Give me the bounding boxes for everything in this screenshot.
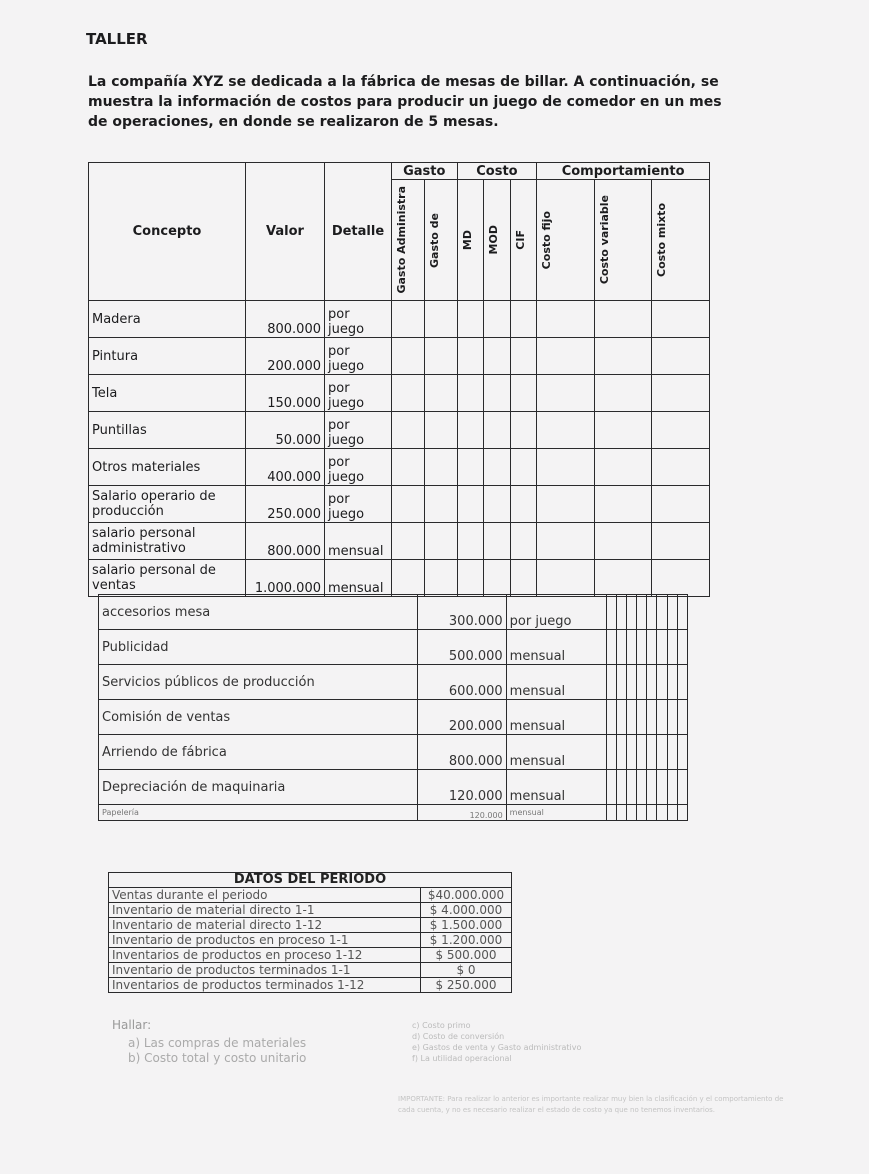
classification-cell[interactable] (616, 630, 626, 665)
classification-cell[interactable] (457, 412, 484, 449)
classification-cell[interactable] (657, 595, 667, 630)
row-detalle: mensual (325, 560, 392, 597)
classification-cell[interactable] (626, 595, 636, 630)
classification-cell[interactable] (657, 665, 667, 700)
table-row (99, 595, 688, 630)
classification-cell[interactable] (484, 375, 511, 412)
classification-cell[interactable] (457, 449, 484, 486)
header-gasto-admin: Gasto Administra (395, 186, 408, 294)
row-detalle: por juego (325, 375, 392, 412)
row-concepto: Papelería (99, 805, 418, 821)
classification-cell[interactable] (392, 375, 425, 412)
classification-cell[interactable] (647, 665, 657, 700)
classification-cell[interactable] (424, 301, 457, 338)
classification-cell[interactable] (392, 560, 425, 597)
header-mod: MOD (487, 225, 501, 255)
row-valor: 120.000 (418, 805, 506, 821)
classification-cell[interactable] (457, 338, 484, 375)
classification-cell[interactable] (616, 735, 626, 770)
table-row (89, 338, 710, 375)
row-detalle: mensual (506, 665, 606, 700)
classification-cell[interactable] (606, 595, 616, 630)
question-a: a) Las compras de materiales (128, 1036, 307, 1050)
table-row (89, 301, 710, 338)
classification-cell[interactable] (657, 630, 667, 665)
datos-amount: $ 0 (421, 963, 512, 978)
classification-cell[interactable] (637, 630, 647, 665)
row-concepto: Publicidad (99, 630, 418, 665)
question-f: f) La utilidad operacional (412, 1054, 512, 1063)
classification-cell[interactable] (424, 338, 457, 375)
classification-cell[interactable] (594, 486, 652, 523)
classification-cell[interactable] (594, 375, 652, 412)
classification-cell[interactable] (616, 770, 626, 805)
classification-cell[interactable] (647, 595, 657, 630)
question-c: c) Costo primo (412, 1021, 471, 1030)
datos-amount: $40.000.000 (421, 888, 512, 903)
classification-cell[interactable] (616, 665, 626, 700)
datos-title: DATOS DEL PERIODO (109, 873, 512, 888)
hallar-label: Hallar: (112, 1018, 152, 1032)
classification-cell[interactable] (652, 338, 710, 375)
table-row (99, 700, 688, 735)
header-cif: CIF (513, 230, 527, 250)
row-concepto: Servicios públicos de producción (99, 665, 418, 700)
row-valor: 400.000 (246, 449, 325, 486)
datos-label: Inventario de productos terminados 1-1 (109, 963, 421, 978)
classification-cell[interactable] (457, 301, 484, 338)
row-concepto: Arriendo de fábrica (99, 735, 418, 770)
header-md: MD (460, 229, 474, 251)
datos-amount: $ 4.000.000 (421, 903, 512, 918)
row-concepto: Salario operario de producción (89, 486, 246, 523)
classification-cell[interactable] (637, 770, 647, 805)
classification-cell[interactable] (647, 700, 657, 735)
classification-cell[interactable] (667, 805, 677, 821)
table-row (99, 665, 688, 700)
datos-row (109, 978, 512, 993)
classification-cell[interactable] (637, 700, 647, 735)
cost-classification-table-continued (98, 594, 688, 821)
classification-cell[interactable] (594, 301, 652, 338)
classification-cell[interactable] (537, 486, 595, 523)
classification-cell[interactable] (652, 449, 710, 486)
classification-cell[interactable] (537, 375, 595, 412)
classification-cell[interactable] (484, 301, 511, 338)
datos-row (109, 918, 512, 933)
datos-label: Ventas durante el periodo (109, 888, 421, 903)
classification-cell[interactable] (510, 449, 537, 486)
datos-row (109, 933, 512, 948)
classification-cell[interactable] (537, 449, 595, 486)
datos-row (109, 903, 512, 918)
classification-cell[interactable] (510, 375, 537, 412)
classification-cell[interactable] (392, 338, 425, 375)
classification-cell[interactable] (510, 412, 537, 449)
row-detalle: por juego (325, 301, 392, 338)
classification-cell[interactable] (626, 700, 636, 735)
classification-cell[interactable] (677, 805, 687, 821)
row-valor: 800.000 (246, 523, 325, 560)
classification-cell[interactable] (647, 805, 657, 821)
classification-cell[interactable] (606, 770, 616, 805)
header-gasto: Gasto (392, 163, 458, 180)
classification-cell[interactable] (667, 700, 677, 735)
classification-cell[interactable] (457, 560, 484, 597)
classification-cell[interactable] (616, 595, 626, 630)
row-valor: 120.000 (418, 770, 506, 805)
classification-cell[interactable] (484, 412, 511, 449)
row-detalle: mensual (506, 735, 606, 770)
row-concepto: Madera (89, 301, 246, 338)
row-valor: 250.000 (246, 486, 325, 523)
classification-cell[interactable] (667, 735, 677, 770)
classification-cell[interactable] (652, 375, 710, 412)
classification-cell[interactable] (657, 805, 667, 821)
classification-cell[interactable] (457, 375, 484, 412)
classification-cell[interactable] (637, 665, 647, 700)
classification-cell[interactable] (606, 735, 616, 770)
classification-cell[interactable] (677, 700, 687, 735)
classification-cell[interactable] (652, 560, 710, 597)
classification-cell[interactable] (647, 735, 657, 770)
table-row (99, 805, 688, 821)
classification-cell[interactable] (537, 560, 595, 597)
classification-cell[interactable] (510, 560, 537, 597)
table-row (89, 375, 710, 412)
row-concepto: accesorios mesa (99, 595, 418, 630)
classification-cell[interactable] (637, 735, 647, 770)
header-concepto: Concepto (89, 163, 246, 301)
classification-cell[interactable] (657, 700, 667, 735)
classification-cell[interactable] (424, 560, 457, 597)
row-valor: 200.000 (418, 700, 506, 735)
classification-cell[interactable] (510, 486, 537, 523)
classification-cell[interactable] (637, 595, 647, 630)
datos-label: Inventarios de productos en proceso 1-12 (109, 948, 421, 963)
datos-row (109, 963, 512, 978)
header-detalle: Detalle (325, 163, 392, 301)
datos-label: Inventarios de productos terminados 1-12 (109, 978, 421, 993)
classification-cell[interactable] (652, 301, 710, 338)
question-d: d) Costo de conversión (412, 1032, 505, 1041)
classification-cell[interactable] (392, 449, 425, 486)
table-row (89, 449, 710, 486)
classification-cell[interactable] (392, 486, 425, 523)
datos-amount: $ 1.200.000 (421, 933, 512, 948)
classification-cell[interactable] (677, 595, 687, 630)
classification-cell[interactable] (484, 523, 511, 560)
classification-cell[interactable] (510, 301, 537, 338)
classification-cell[interactable] (392, 523, 425, 560)
classification-cell[interactable] (484, 338, 511, 375)
datos-del-periodo-table (108, 872, 512, 993)
datos-label: Inventario de material directo 1-12 (109, 918, 421, 933)
classification-cell[interactable] (677, 665, 687, 700)
row-valor: 1.000.000 (246, 560, 325, 597)
classification-cell[interactable] (626, 770, 636, 805)
important-note: IMPORTANTE: Para realizar lo anterior es importante realizar muy bien la clasificación y el comportamiento de cada cuenta, y no es necesario realizar el estado de costo ya que no tenemos inventarios. (398, 1095, 784, 1114)
datos-label: Inventario de productos en proceso 1-1 (109, 933, 421, 948)
row-concepto: Pintura (89, 338, 246, 375)
datos-amount: $ 250.000 (421, 978, 512, 993)
header-costo-mixto: Costo mixto (655, 203, 669, 277)
row-valor: 200.000 (246, 338, 325, 375)
classification-cell[interactable] (537, 523, 595, 560)
intro-paragraph: La compañía XYZ se dedicada a la fábrica de mesas de billar. A continuación, se muestra la información de costos para producir un juego de comedor en un mes de operaciones, en donde se realizaron de 5 mesas. (88, 74, 722, 130)
classification-cell[interactable] (657, 735, 667, 770)
table-row (89, 560, 710, 597)
table-row (89, 523, 710, 560)
classification-cell[interactable] (606, 630, 616, 665)
row-detalle: mensual (506, 630, 606, 665)
classification-cell[interactable] (647, 770, 657, 805)
classification-cell[interactable] (616, 805, 626, 821)
row-valor: 800.000 (246, 301, 325, 338)
row-detalle: por juego (325, 449, 392, 486)
question-e: e) Gastos de venta y Gasto administrativo (412, 1043, 582, 1052)
classification-cell[interactable] (626, 735, 636, 770)
classification-cell[interactable] (667, 630, 677, 665)
page-title: TALLER (86, 30, 148, 48)
classification-cell[interactable] (594, 338, 652, 375)
datos-row (109, 948, 512, 963)
classification-cell[interactable] (537, 301, 595, 338)
classification-cell[interactable] (424, 523, 457, 560)
classification-cell[interactable] (484, 560, 511, 597)
row-concepto: Otros materiales (89, 449, 246, 486)
row-valor: 500.000 (418, 630, 506, 665)
row-concepto: salario personal de ventas (89, 560, 246, 597)
row-detalle: por juego (325, 412, 392, 449)
classification-cell[interactable] (594, 412, 652, 449)
questions-right (412, 1020, 581, 1064)
row-detalle: por juego (325, 486, 392, 523)
classification-cell[interactable] (457, 486, 484, 523)
classification-cell[interactable] (392, 412, 425, 449)
classification-cell[interactable] (677, 770, 687, 805)
row-valor: 800.000 (418, 735, 506, 770)
classification-cell[interactable] (652, 412, 710, 449)
classification-cell[interactable] (457, 523, 484, 560)
row-valor: 150.000 (246, 375, 325, 412)
header-costo-variable: Costo variable (597, 195, 611, 285)
row-detalle: mensual (506, 770, 606, 805)
row-concepto: Tela (89, 375, 246, 412)
row-detalle: por juego (506, 595, 606, 630)
classification-cell[interactable] (484, 449, 511, 486)
classification-cell[interactable] (677, 735, 687, 770)
classification-cell[interactable] (647, 630, 657, 665)
classification-cell[interactable] (667, 770, 677, 805)
classification-cell[interactable] (606, 700, 616, 735)
classification-cell[interactable] (510, 338, 537, 375)
classification-cell[interactable] (424, 375, 457, 412)
classification-cell[interactable] (637, 805, 647, 821)
classification-cell[interactable] (626, 805, 636, 821)
header-gasto-de: Gasto de (427, 212, 441, 268)
question-b: b) Costo total y costo unitario (128, 1051, 307, 1065)
classification-cell[interactable] (652, 523, 710, 560)
classification-cell[interactable] (510, 523, 537, 560)
classification-cell[interactable] (594, 449, 652, 486)
row-detalle: por juego (325, 338, 392, 375)
row-concepto: salario personal administrativo (89, 523, 246, 560)
datos-row (109, 888, 512, 903)
classification-cell[interactable] (424, 449, 457, 486)
header-valor: Valor (246, 163, 325, 301)
header-costo-fijo: Costo fijo (540, 210, 554, 270)
datos-label: Inventario de material directo 1-1 (109, 903, 421, 918)
classification-cell[interactable] (594, 523, 652, 560)
table-row (89, 486, 710, 523)
row-valor: 600.000 (418, 665, 506, 700)
classification-cell[interactable] (537, 412, 595, 449)
classification-cell[interactable] (424, 486, 457, 523)
datos-amount: $ 1.500.000 (421, 918, 512, 933)
header-comportamiento: Comportamiento (537, 163, 710, 180)
classification-cell[interactable] (677, 630, 687, 665)
classification-cell[interactable] (626, 630, 636, 665)
datos-amount: $ 500.000 (421, 948, 512, 963)
classification-cell[interactable] (657, 770, 667, 805)
classification-cell[interactable] (606, 665, 616, 700)
table-row (99, 770, 688, 805)
table-row (89, 412, 710, 449)
row-detalle: mensual (506, 700, 606, 735)
table-row (99, 735, 688, 770)
classification-cell[interactable] (626, 665, 636, 700)
row-concepto: Puntillas (89, 412, 246, 449)
classification-cell[interactable] (667, 665, 677, 700)
classification-cell[interactable] (652, 486, 710, 523)
row-valor: 50.000 (246, 412, 325, 449)
classification-cell[interactable] (392, 301, 425, 338)
cost-classification-table (88, 162, 710, 597)
classification-cell[interactable] (424, 412, 457, 449)
classification-cell[interactable] (537, 338, 595, 375)
classification-cell[interactable] (616, 700, 626, 735)
questions-left (128, 1036, 306, 1066)
classification-cell[interactable] (484, 486, 511, 523)
row-detalle: mensual (325, 523, 392, 560)
row-concepto: Comisión de ventas (99, 700, 418, 735)
header-costo: Costo (457, 163, 537, 180)
row-concepto: Depreciación de maquinaria (99, 770, 418, 805)
row-detalle: mensual (506, 805, 606, 821)
table-row (99, 630, 688, 665)
classification-cell[interactable] (594, 560, 652, 597)
classification-cell[interactable] (667, 595, 677, 630)
classification-cell[interactable] (606, 805, 616, 821)
row-valor: 300.000 (418, 595, 506, 630)
